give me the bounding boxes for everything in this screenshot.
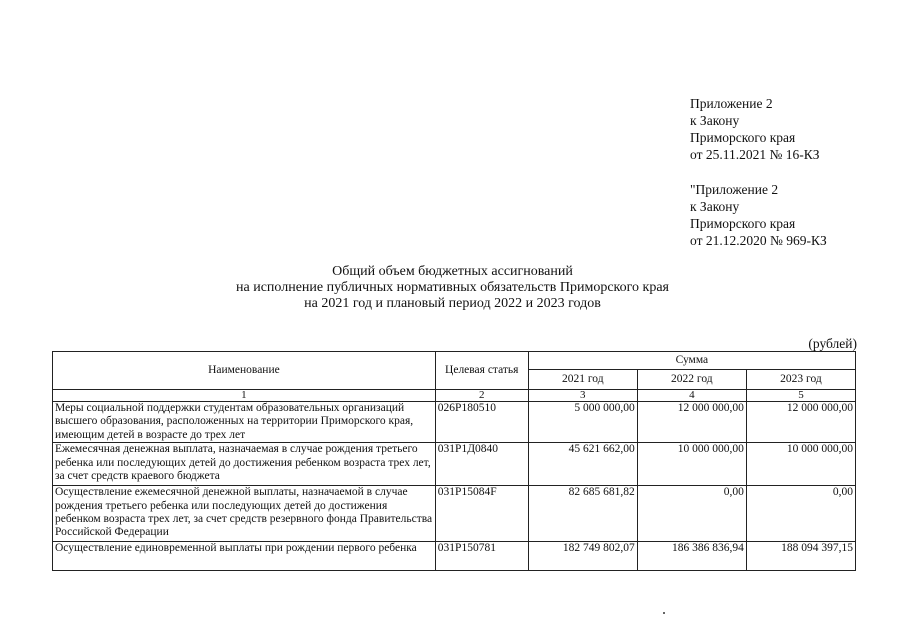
row-name: Меры социальной поддержки студентам образовательных организаций высшего образования, расположенных на территории Приморского края, имеющим детей в возрасте до трех лет bbox=[53, 402, 436, 443]
header-sum: Сумма bbox=[528, 352, 855, 370]
budget-table bbox=[52, 351, 856, 571]
appendix-line: Приморского края bbox=[690, 216, 796, 231]
appendix-line: к Закону bbox=[690, 199, 740, 214]
scan-speck bbox=[663, 612, 665, 614]
appendix-original-reference bbox=[690, 181, 827, 249]
title-line: Общий объем бюджетных ассигнований bbox=[332, 264, 573, 279]
row-value-2021: 82 685 681,82 bbox=[528, 486, 637, 542]
table-row bbox=[53, 542, 856, 571]
row-value-2022: 10 000 000,00 bbox=[637, 443, 746, 486]
header-year-2022: 2022 год bbox=[637, 370, 746, 390]
row-value-2023: 0,00 bbox=[746, 486, 855, 542]
table-row bbox=[53, 402, 856, 443]
table-row bbox=[53, 443, 856, 486]
units-label: (рублей) bbox=[808, 336, 857, 351]
appendix-current-reference bbox=[690, 95, 820, 163]
column-number: 5 bbox=[746, 390, 855, 402]
header-name: Наименование bbox=[53, 352, 436, 390]
row-value-2023: 12 000 000,00 bbox=[746, 402, 855, 443]
column-number: 2 bbox=[435, 390, 528, 402]
appendix-line: от 25.11.2021 № 16-КЗ bbox=[690, 147, 820, 162]
header-year-2023: 2023 год bbox=[746, 370, 855, 390]
row-value-2021: 182 749 802,07 bbox=[528, 542, 637, 571]
appendix-line: Приморского края bbox=[690, 130, 796, 145]
row-name: Осуществление ежемесячной денежной выплаты, назначаемой в случае рождения третьего ребенка или последующих детей до достижения ребенком возраста трех лет, за счет средств резервного фонда Правительства Российской Федерации bbox=[53, 486, 436, 542]
column-number: 4 bbox=[637, 390, 746, 402]
appendix-line: Приложение 2 bbox=[690, 96, 773, 111]
column-number: 3 bbox=[528, 390, 637, 402]
table-row bbox=[53, 486, 856, 542]
appendix-line: "Приложение 2 bbox=[690, 182, 779, 197]
row-name: Ежемесячная денежная выплата, назначаемая в случае рождения третьего ребенка или последующих детей до достижения ребенком возраста трех лет, за счет средств краевого бюджета bbox=[53, 443, 436, 486]
row-value-2023: 10 000 000,00 bbox=[746, 443, 855, 486]
row-code: 031Р15084F bbox=[435, 486, 528, 542]
row-value-2022: 186 386 836,94 bbox=[637, 542, 746, 571]
row-value-2021: 45 621 662,00 bbox=[528, 443, 637, 486]
row-name: Осуществление единовременной выплаты при рождении первого ребенка bbox=[53, 542, 436, 571]
document-title bbox=[0, 264, 905, 312]
row-value-2022: 12 000 000,00 bbox=[637, 402, 746, 443]
row-code: 031Р150781 bbox=[435, 542, 528, 571]
header-year-2021: 2021 год bbox=[528, 370, 637, 390]
header-code: Целевая статья bbox=[435, 352, 528, 390]
row-value-2021: 5 000 000,00 bbox=[528, 402, 637, 443]
appendix-line: от 21.12.2020 № 969-КЗ bbox=[690, 233, 827, 248]
appendix-line: к Закону bbox=[690, 113, 740, 128]
row-code: 031Р1Д0840 bbox=[435, 443, 528, 486]
title-line: на исполнение публичных нормативных обязательств Приморского края bbox=[236, 280, 669, 295]
row-code: 026Р180510 bbox=[435, 402, 528, 443]
row-value-2022: 0,00 bbox=[637, 486, 746, 542]
title-line: на 2021 год и плановый период 2022 и 2023 годов bbox=[304, 296, 601, 311]
row-value-2023: 188 094 397,15 bbox=[746, 542, 855, 571]
column-number: 1 bbox=[53, 390, 436, 402]
